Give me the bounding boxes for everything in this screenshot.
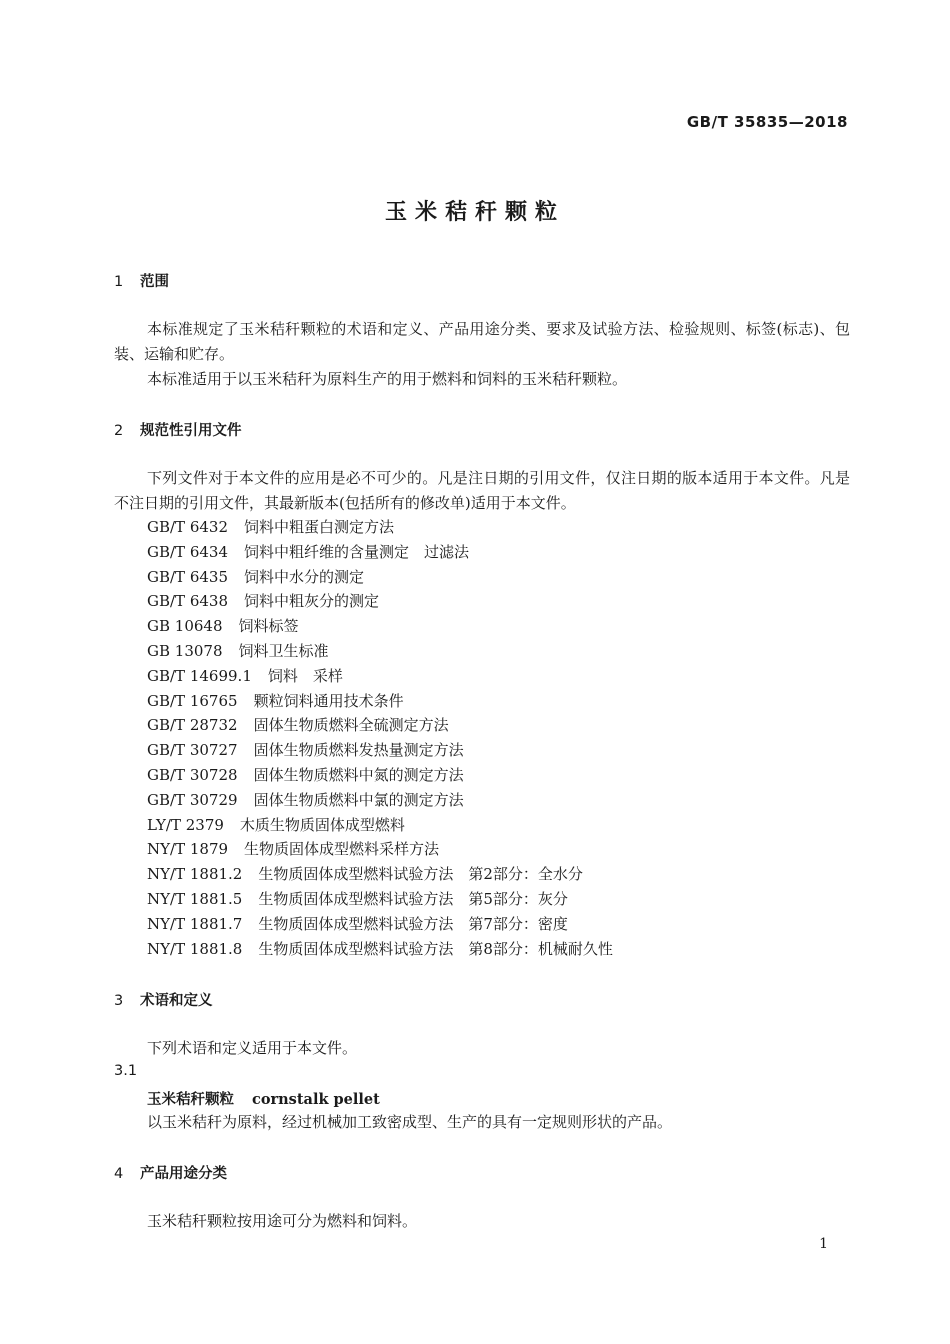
reference-title: 生物质固体成型燃料试验方法 第8部分：机械耐久性 (258, 939, 613, 958)
reference-item (147, 614, 613, 639)
section-heading-scope (114, 270, 169, 291)
reference-code: NY/T 1879 (147, 840, 229, 859)
reference-title: 颗粒饲料通用技术条件 (253, 691, 404, 710)
reference-title: 生物质固体成型燃料试验方法 第5部分：灰分 (258, 889, 568, 908)
reference-code: GB/T 30728 (147, 765, 238, 784)
section-title: 产品用途分类 (140, 1166, 227, 1182)
reference-title: 生物质固体成型燃料试验方法 第7部分：密度 (258, 914, 568, 933)
reference-item (147, 862, 613, 887)
reference-title: 固体生物质燃料中氯的测定方法 (253, 790, 464, 809)
section-number: 4 (114, 1166, 124, 1182)
reference-item (147, 887, 613, 912)
reference-code: GB/T 28732 (147, 716, 238, 735)
reference-item (147, 639, 613, 664)
section-title: 规范性引用文件 (140, 423, 242, 439)
reference-title: 饲料标签 (238, 617, 299, 636)
reference-title: 饲料 采样 (267, 666, 343, 685)
reference-code: GB/T 30727 (147, 741, 238, 760)
reference-code: NY/T 1881.8 (147, 939, 243, 958)
reference-code: NY/T 1881.5 (147, 889, 243, 908)
normative-intro: 下列文件对于本文件的应用是必不可少的。凡是注日期的引用文件，仅注日期的版本适用于本文件。凡是不注日期的引用文件，其最新版本(包括所有的修改单)适用于本文件。 (114, 469, 850, 512)
reference-title: 固体生物质燃料全硫测定方法 (253, 716, 449, 735)
reference-code: NY/T 1881.7 (147, 914, 243, 933)
reference-item (147, 540, 613, 565)
term-english: cornstalk pellet (252, 1091, 380, 1108)
terms-intro: 下列术语和定义适用于本文件。 (147, 1039, 358, 1057)
reference-title: 固体生物质燃料中氮的测定方法 (253, 765, 464, 784)
reference-title: 固体生物质燃料发热量测定方法 (253, 741, 464, 760)
reference-code: GB/T 6435 (147, 567, 229, 586)
clause-number: 3.1 (114, 1063, 138, 1079)
reference-item (147, 763, 613, 788)
term-entry (147, 1088, 380, 1109)
reference-code: GB/T 6432 (147, 518, 229, 536)
reference-code: GB 13078 (147, 641, 223, 660)
reference-item (147, 689, 613, 714)
page-number: 1 (819, 1236, 828, 1252)
reference-code: NY/T 1881.2 (147, 865, 243, 884)
reference-code: GB/T 6438 (147, 592, 229, 611)
section-number: 2 (114, 423, 124, 439)
scope-paragraph-1: 本标准规定了玉米秸秆颗粒的术语和定义、产品用途分类、要求及试验方法、检验规则、标签(标志)、包装、运输和贮存。 (114, 320, 850, 363)
reference-list (147, 515, 613, 961)
section-title: 术语和定义 (140, 993, 213, 1009)
section-heading-terms (114, 989, 213, 1010)
reference-title: 生物质固体成型燃料采样方法 (244, 840, 440, 859)
reference-code: GB/T 16765 (147, 691, 238, 710)
reference-item (147, 589, 613, 614)
term-chinese: 玉米秸秆颗粒 (147, 1092, 234, 1108)
reference-code: GB/T 30729 (147, 790, 238, 809)
scope-paragraph-2: 本标准适用于以玉米秸秆为原料生产的用于燃料和饲料的玉米秸秆颗粒。 (147, 370, 628, 388)
section-heading-classification (114, 1162, 227, 1183)
reference-item (147, 813, 613, 838)
reference-title: 饲料中粗灰分的测定 (244, 592, 380, 611)
reference-item (147, 912, 613, 937)
document-title: 玉米秸秆颗粒 (384, 200, 565, 225)
reference-title: 饲料卫生标准 (238, 641, 329, 660)
reference-code: LY/T 2379 (147, 815, 224, 834)
reference-title: 饲料中水分的测定 (244, 567, 365, 586)
reference-title: 饲料中粗蛋白测定方法 (244, 518, 395, 536)
section-heading-normative (114, 419, 242, 440)
standard-code: GB/T 35835—2018 (686, 113, 848, 131)
section-number: 3 (114, 993, 124, 1009)
section-title: 范围 (140, 274, 169, 290)
reference-item (147, 565, 613, 590)
reference-item (147, 738, 613, 763)
reference-item (147, 937, 613, 962)
classification-text: 玉米秸秆颗粒按用途可分为燃料和饲料。 (147, 1212, 418, 1230)
reference-item (147, 713, 613, 738)
reference-item (147, 515, 613, 540)
section-number: 1 (114, 274, 124, 290)
term-definition: 以玉米秸秆为原料，经过机械加工致密成型、生产的具有一定规则形状的产品。 (147, 1113, 673, 1131)
reference-code: GB/T 14699.1 (147, 666, 252, 685)
reference-title: 木质生物质固体成型燃料 (239, 815, 405, 834)
reference-code: GB 10648 (147, 617, 223, 636)
reference-title: 饲料中粗纤维的含量测定 过滤法 (244, 542, 470, 561)
reference-code: GB/T 6434 (147, 542, 229, 561)
reference-item (147, 664, 613, 689)
reference-item (147, 837, 613, 862)
reference-title: 生物质固体成型燃料试验方法 第2部分：全水分 (258, 865, 583, 884)
reference-item (147, 788, 613, 813)
